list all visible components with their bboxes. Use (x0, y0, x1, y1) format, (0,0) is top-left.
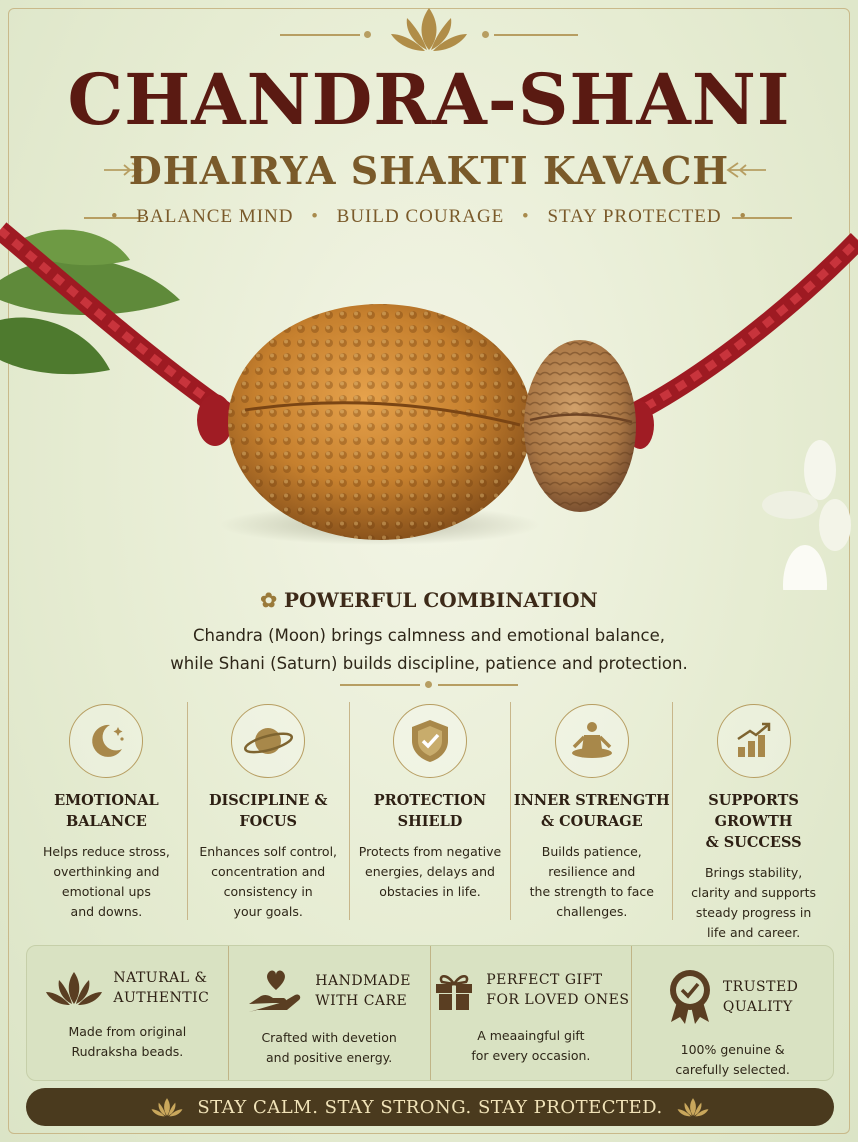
tagline-item: STAY PROTECTED (547, 206, 722, 227)
meditation-icon (555, 704, 629, 778)
combination-text (0, 622, 858, 678)
arrow-ornament-right-icon (724, 160, 768, 180)
saturn-icon (231, 704, 305, 778)
feature-card (26, 702, 187, 920)
section-divider-dot (425, 681, 432, 688)
quality-desc: 100% genuine & carefully selected. (675, 1042, 790, 1077)
growth-chart-icon (717, 704, 791, 778)
quality-desc: Crafted with devetion and positive energy. (261, 1030, 397, 1065)
top-ornament-dot-left (364, 31, 371, 38)
bottom-banner (26, 1088, 834, 1126)
combination-line: while Shani (Saturn) builds discipline, patience and protection. (170, 654, 688, 673)
gift-icon (432, 968, 476, 1012)
shield-check-icon (393, 704, 467, 778)
big-rudraksha-bead (228, 304, 532, 540)
lotus-icon (151, 1097, 183, 1117)
combination-heading (0, 588, 858, 612)
feature-title: INNER STRENGTH & COURAGE (513, 792, 670, 830)
feature-card (510, 702, 672, 920)
combination-title: POWERFUL COMBINATION (283, 588, 598, 612)
feature-card (187, 702, 349, 920)
feature-card (349, 702, 511, 920)
quality-item (430, 946, 632, 1080)
quality-desc: A meaaingful gift for every occasion. (471, 1028, 591, 1063)
page-title: CHANDRA-SHANI (67, 58, 791, 141)
lotus-icon (677, 1097, 709, 1117)
feature-desc: Brings stability, clarity and supports steady progress in life and career. (691, 865, 817, 940)
feature-desc: Builds patience, resilience and the strength to face challenges. (529, 844, 654, 919)
tagline: • BALANCE MIND • BUILD COURAGE • STAY PROTECTED • (110, 206, 748, 227)
top-ornament-dot-right (482, 31, 489, 38)
quality-item (228, 946, 430, 1080)
top-ornament-line-right (494, 34, 578, 36)
quality-title: NATURAL & AUTHENTIC (113, 970, 210, 1006)
page-subtitle: DHAIRYA SHAKTI KAVACH (128, 148, 730, 193)
lotus-icon (389, 4, 469, 54)
tagline-item: BALANCE MIND (136, 206, 294, 227)
feature-title: EMOTIONAL BALANCE (54, 792, 159, 830)
qualities-panel (26, 945, 834, 1081)
flower-icon: ✿ (260, 588, 277, 612)
section-divider-left (340, 684, 420, 686)
quality-item (631, 946, 833, 1080)
moon-stars-icon (69, 704, 143, 778)
lotus-icon (45, 970, 103, 1006)
top-ornament-line-left (280, 34, 360, 36)
quality-title: HANDMADE WITH CARE (315, 973, 411, 1009)
features-row (26, 702, 834, 940)
feature-card (672, 702, 834, 940)
feature-title: PROTECTION SHIELD (373, 792, 487, 830)
feature-desc: Helps reduce stross, overthinking and emotional ups and downs. (42, 844, 170, 919)
feature-title: SUPPORTS GROWTH & SUCCESS (705, 792, 802, 851)
product-photo (0, 210, 858, 590)
combination-line: Chandra (Moon) brings calmness and emotional balance, (192, 626, 666, 645)
feature-desc: Protects from negative energies, delays and obstacies in life. (358, 844, 502, 899)
small-rudraksha-bead (524, 340, 636, 512)
feature-title: DISCIPLINE & FOCUS (208, 792, 328, 830)
banner-text: STAY CALM. STAY STRONG. STAY PROTECTED. (197, 1096, 663, 1118)
section-divider-right (438, 684, 518, 686)
feature-desc: Enhances solf control, concentration and consistency in your goals. (199, 844, 338, 919)
tagline-item: BUILD COURAGE (336, 206, 505, 227)
quality-item (27, 946, 228, 1080)
heart-hand-icon (247, 968, 305, 1014)
quality-title: TRUSTED QUALITY (722, 979, 799, 1015)
badge-check-icon (667, 968, 713, 1026)
quality-title: PERFECT GIFT FOR LOVED ONES (486, 972, 630, 1008)
flower-decoration (720, 440, 858, 590)
quality-desc: Made from original Rudraksha beads. (68, 1024, 187, 1059)
